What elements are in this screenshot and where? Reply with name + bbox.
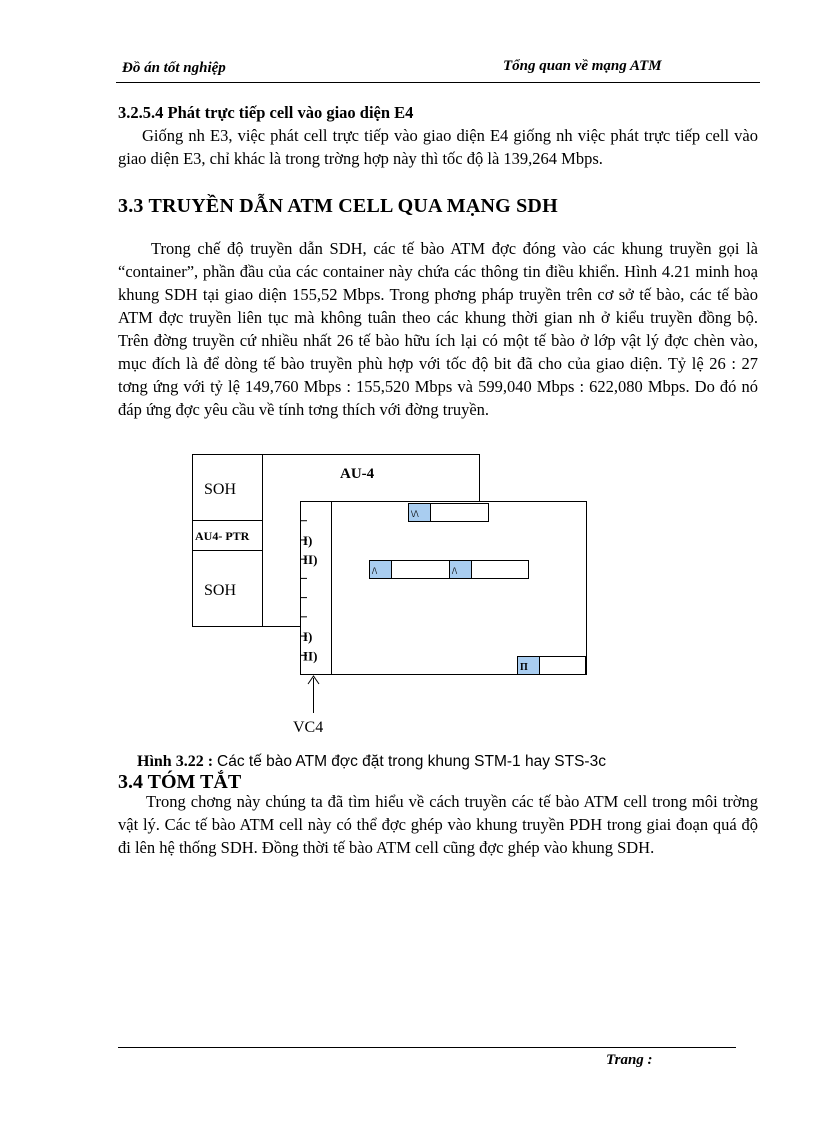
cell-header-mark: Π [520, 662, 528, 673]
header-rule [116, 82, 760, 83]
stm1-frame-diagram [185, 450, 595, 740]
cell-header-mark: \/\ [411, 509, 419, 519]
vc4-label: VC4 [293, 719, 324, 736]
section-body-e4: Giống nh E3, việc phát cell trực tiếp vào giao diện E4 giống nh việc phát trực tiếp cell vào giao diện E3, chỉ khác là trong trờng hợp này thì tốc độ là 139,264 Mbps. [118, 126, 758, 168]
section-body-summary: Trong chơng này chúng ta đã tìm hiểu về cách truyền các tế bào ATM cell trong môi trờng vật lý. Các tế bào ATM cell này có thể đợc ghép vào khung truyền PDH trong giai đoạn quá độ đi lên hệ thống SDH. Đồng thời tế bào ATM cell cũng đợc ghép vào khung SDH. [118, 792, 758, 857]
figure-caption-text: Các tế bào ATM đợc đặt trong khung STM-1 hay STS-3c [217, 753, 606, 770]
poh-mark: I) [303, 629, 313, 645]
section-heading-summary: 3.4 TÓM TẮT [118, 771, 242, 793]
soh-bottom-label: SOH [204, 582, 237, 599]
cell-header-mark: /\ [372, 566, 378, 576]
poh-mark: II) [303, 552, 318, 568]
atm-cell [370, 561, 529, 579]
au4-ptr-label: AU4- PTR [195, 529, 250, 543]
figure-caption-number: Hình 3.22 : [137, 753, 214, 770]
vc4-container [301, 502, 587, 675]
section-heading-e4: 3.2.5.4 Phát trực tiếp cell vào giao diện E4 [118, 103, 414, 122]
header-right-title: Tổng quan về mạng ATM [503, 58, 662, 74]
footer-rule [118, 1047, 736, 1048]
atm-cell [518, 657, 586, 675]
soh-top-label: SOH [204, 481, 237, 498]
cell-header-mark: /\ [452, 566, 458, 576]
poh-mark: I) [303, 532, 313, 548]
header-left-title: Đồ án tốt nghiệp [122, 60, 226, 76]
poh-mark: II) [303, 648, 318, 664]
section-heading-sdh: 3.3 TRUYỀN DẪN ATM CELL QUA MẠNG SDH [118, 195, 558, 217]
page-number-label: Trang : [606, 1052, 653, 1068]
atm-cell [409, 504, 489, 522]
figure-caption [137, 753, 606, 771]
section-body-sdh: Trong chế độ truyền dẫn SDH, các tế bào ATM đợc đóng vào các khung truyền gọi là “container”, phần đầu của các container này chứa các thông tin điều khiển. Hình 4.21 minh hoạ khung SDH tại giao diện 155,52 Mbps. Trong phơng pháp truyền trên cơ sở tế bào, các tế bào ATM đợc truyền liên tục mà không tuân theo các khung thời gian nh ở kiểu truyền đồng bộ. Trên đờng truyền cứ nhiều nhất 26 tế bào hữu ích lại có một tế bào ở lớp vật lý đợc chèn vào, mục đích là để dòng tế bào truyền phù hợp với tốc độ bit đã cho của giao diện. Tỷ lệ 26 : 27 tơng ứng với tỷ lệ 149,760 Mbps : 155,520 Mbps và 599,040 Mbps : 622,080 Mbps. Do đó nó đáp ứng đợc yêu cầu về tính tơng thích với đờng truyền. [118, 239, 758, 419]
au4-label: AU-4 [340, 466, 375, 482]
